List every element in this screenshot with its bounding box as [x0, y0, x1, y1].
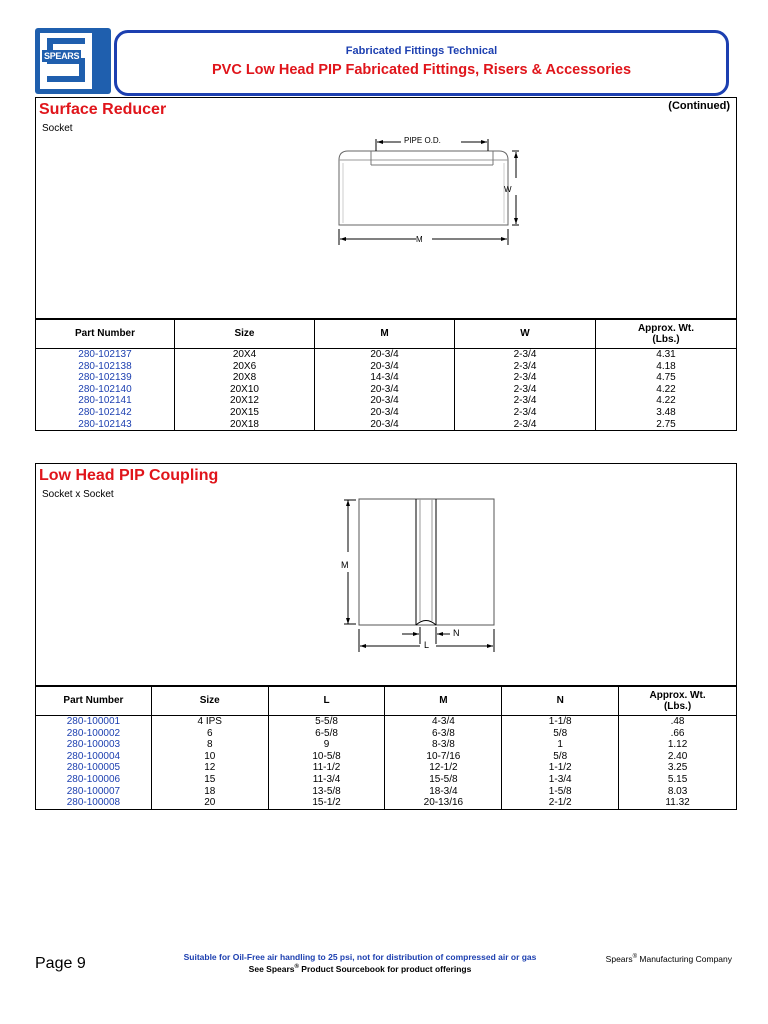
table-cell: 20X18 — [175, 419, 315, 431]
column-header: Size — [151, 686, 268, 716]
table-row — [36, 361, 737, 373]
table-cell: 10-5/8 — [268, 751, 385, 763]
n-dimension-label: N — [453, 628, 460, 638]
table-cell: 11-3/4 — [268, 774, 385, 786]
header-subtitle: Fabricated Fittings Technical — [345, 45, 498, 57]
table-cell: 2-3/4 — [455, 407, 596, 419]
table-cell: 2.40 — [619, 751, 737, 763]
table-cell: 1-3/4 — [502, 774, 619, 786]
part-number-link[interactable]: 280-100002 — [36, 728, 152, 740]
table-cell: 10 — [151, 751, 268, 763]
table-cell: 1 — [502, 739, 619, 751]
table-cell: 20-3/4 — [315, 407, 455, 419]
part-number-link[interactable]: 280-102139 — [36, 372, 175, 384]
table-cell: 6 — [151, 728, 268, 740]
table-row — [36, 372, 737, 384]
continued-label: (Continued) — [668, 100, 730, 112]
table-cell: 4.31 — [596, 349, 737, 361]
part-number-link[interactable]: 280-102142 — [36, 407, 175, 419]
part-number-link[interactable]: 280-100007 — [36, 786, 152, 798]
column-header: Size — [175, 319, 315, 349]
table-row — [36, 739, 737, 751]
column-header: Part Number — [36, 319, 175, 349]
table-cell: 20X4 — [175, 349, 315, 361]
table-cell: 3.48 — [596, 407, 737, 419]
table-row — [36, 786, 737, 798]
table-row — [36, 762, 737, 774]
footer-line-1: Suitable for Oil-Free air handling to 25 psi, not for distribution of compressed air or gas — [183, 952, 537, 962]
column-header: M — [385, 686, 502, 716]
table-cell: 4 IPS — [151, 716, 268, 728]
table-cell: 11-1/2 — [268, 762, 385, 774]
table-cell: 4-3/4 — [385, 716, 502, 728]
table-cell: 5/8 — [502, 728, 619, 740]
table-cell: 18 — [151, 786, 268, 798]
table-cell: 20 — [151, 797, 268, 809]
table-cell: 20X6 — [175, 361, 315, 373]
table-cell: 1-5/8 — [502, 786, 619, 798]
table-cell: 4.18 — [596, 361, 737, 373]
table-cell: 11.32 — [619, 797, 737, 809]
table-cell: 20-3/4 — [315, 419, 455, 431]
table-cell: 20X8 — [175, 372, 315, 384]
table-cell: 20-3/4 — [315, 395, 455, 407]
table-cell: 2-3/4 — [455, 361, 596, 373]
table-cell: 20X10 — [175, 384, 315, 396]
table-cell: 1.12 — [619, 739, 737, 751]
table-cell: 4.75 — [596, 372, 737, 384]
table-cell: 10-7/16 — [385, 751, 502, 763]
table-cell: 2-3/4 — [455, 384, 596, 396]
table-row — [36, 774, 737, 786]
table-cell: .66 — [619, 728, 737, 740]
table-cell: 18-3/4 — [385, 786, 502, 798]
part-number-link[interactable]: 280-102138 — [36, 361, 175, 373]
table-cell: 2-3/4 — [455, 372, 596, 384]
table-cell: 12 — [151, 762, 268, 774]
table-cell: 2-1/2 — [502, 797, 619, 809]
part-number-link[interactable]: 280-100004 — [36, 751, 152, 763]
table-cell: 4.22 — [596, 395, 737, 407]
page-number: Page 9 — [35, 955, 86, 972]
coupling-table — [35, 685, 737, 810]
table-cell: 4.22 — [596, 384, 737, 396]
table-cell: 5-5/8 — [268, 716, 385, 728]
surface-reducer-section — [35, 97, 737, 430]
table-cell: 8 — [151, 739, 268, 751]
table-cell: 15 — [151, 774, 268, 786]
part-number-link[interactable]: 280-100008 — [36, 797, 152, 809]
table-cell: 6-5/8 — [268, 728, 385, 740]
coupling-subtitle: Socket x Socket — [42, 489, 114, 500]
column-header: W — [455, 319, 596, 349]
table-cell: 9 — [268, 739, 385, 751]
part-number-link[interactable]: 280-102141 — [36, 395, 175, 407]
table-cell: 2.75 — [596, 419, 737, 431]
table-cell: 14-3/4 — [315, 372, 455, 384]
table-row — [36, 384, 737, 396]
spears-logo — [35, 28, 111, 94]
table-cell: 3.25 — [619, 762, 737, 774]
coupling-diagram — [336, 494, 506, 664]
table-cell: 20-3/4 — [315, 384, 455, 396]
pipe-od-label: PIPE O.D. — [404, 136, 441, 145]
table-cell: 20-3/4 — [315, 349, 455, 361]
table-row — [36, 797, 737, 809]
column-header: L — [268, 686, 385, 716]
table-row — [36, 395, 737, 407]
part-number-link[interactable]: 280-102140 — [36, 384, 175, 396]
coupling-title: Low Head PIP Coupling — [39, 467, 219, 484]
w-dimension-label: W — [504, 185, 512, 194]
table-cell: 20-3/4 — [315, 361, 455, 373]
table-cell: 20X15 — [175, 407, 315, 419]
header-banner — [114, 30, 729, 96]
table-cell: 5.15 — [619, 774, 737, 786]
table-cell: 15-5/8 — [385, 774, 502, 786]
table-cell: 6-3/8 — [385, 728, 502, 740]
surface-reducer-table — [35, 318, 737, 431]
table-cell: 13-5/8 — [268, 786, 385, 798]
column-header: N — [502, 686, 619, 716]
m-dimension-label: M — [416, 235, 423, 244]
table-cell: 2-3/4 — [455, 349, 596, 361]
table-cell: 5/8 — [502, 751, 619, 763]
surface-reducer-diagram — [321, 133, 551, 253]
column-header: Approx. Wt. (Lbs.) — [619, 686, 737, 716]
table-row — [36, 349, 737, 361]
table-cell: 12-1/2 — [385, 762, 502, 774]
table-row — [36, 728, 737, 740]
logo-text: SPEARS — [44, 51, 80, 61]
table-cell: 8.03 — [619, 786, 737, 798]
company-name: Spears® Manufacturing Company — [605, 954, 732, 964]
l-dimension-label: L — [424, 640, 430, 650]
m-dimension-label: M — [341, 560, 349, 570]
part-number-link[interactable]: 280-100005 — [36, 762, 152, 774]
surface-reducer-title: Surface Reducer — [39, 101, 167, 118]
table-cell: 20X12 — [175, 395, 315, 407]
table-cell: 1-1/8 — [502, 716, 619, 728]
table-row — [36, 419, 737, 431]
table-row — [36, 751, 737, 763]
part-number-link[interactable]: 280-102143 — [36, 419, 175, 431]
table-cell: 2-3/4 — [455, 395, 596, 407]
table-cell: 2-3/4 — [455, 419, 596, 431]
table-cell: .48 — [619, 716, 737, 728]
table-row — [36, 407, 737, 419]
coupling-section — [35, 463, 737, 809]
surface-reducer-subtitle: Socket — [42, 123, 73, 134]
column-header: M — [315, 319, 455, 349]
column-header: Approx. Wt. (Lbs.) — [596, 319, 737, 349]
footer-notes — [160, 952, 560, 974]
column-header: Part Number — [36, 686, 152, 716]
table-cell: 8-3/8 — [385, 739, 502, 751]
part-number-link[interactable]: 280-102137 — [36, 349, 175, 361]
part-number-link[interactable]: 280-100006 — [36, 774, 152, 786]
header-title: PVC Low Head PIP Fabricated Fittings, Risers & Accessories — [211, 62, 632, 78]
table-row — [36, 716, 737, 728]
table-cell: 15-1/2 — [268, 797, 385, 809]
table-cell: 1-1/2 — [502, 762, 619, 774]
footer-line-2: See Spears® Product Sourcebook for product offerings — [248, 964, 472, 974]
part-number-link[interactable]: 280-100001 — [36, 716, 152, 728]
part-number-link[interactable]: 280-100003 — [36, 739, 152, 751]
table-cell: 20-13/16 — [385, 797, 502, 809]
